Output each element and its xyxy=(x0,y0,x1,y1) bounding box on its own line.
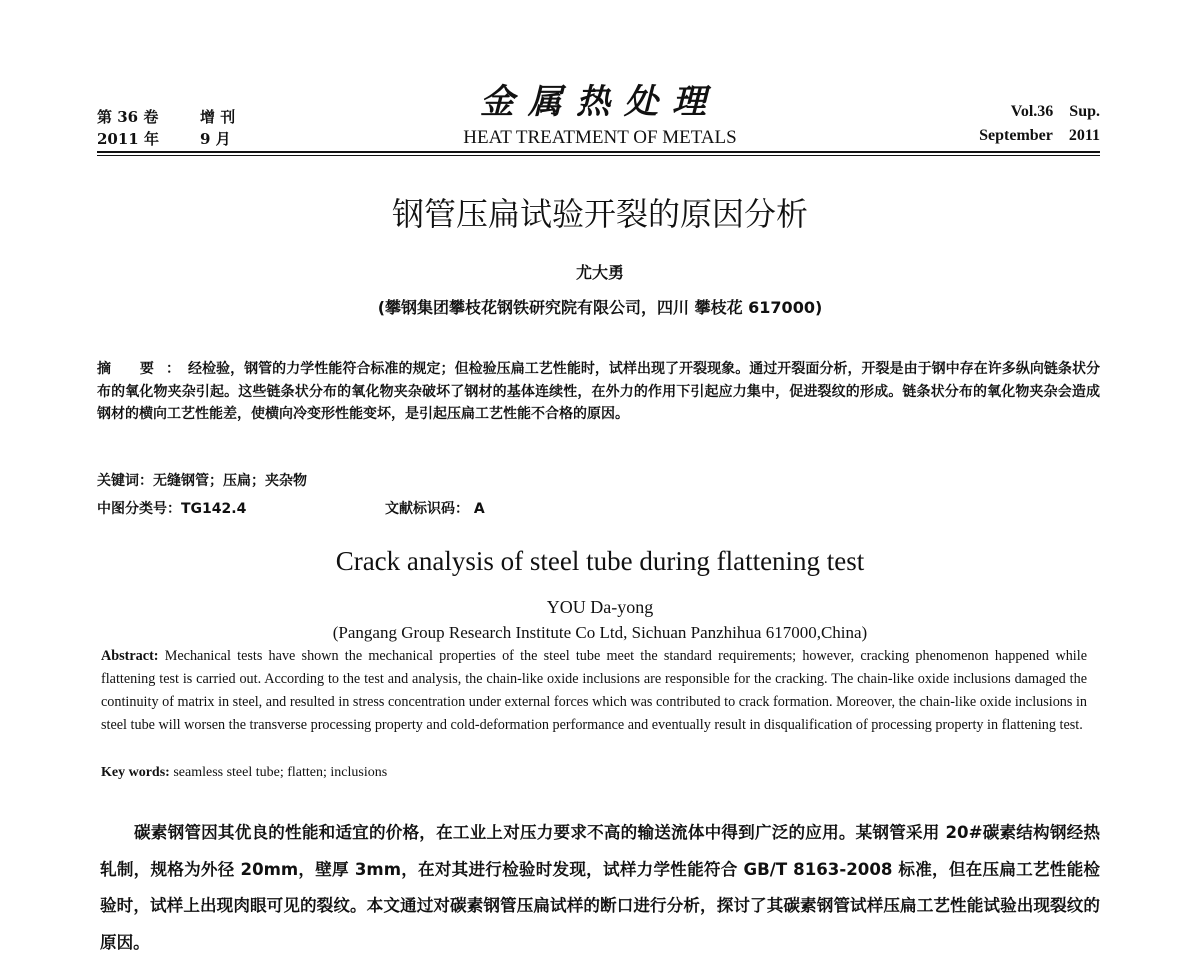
abstract-cn xyxy=(97,358,1100,426)
issue-en: Sup. xyxy=(1069,103,1100,120)
abstract-cn-label: 摘 要： xyxy=(97,361,192,377)
affiliation-cn: (攀钢集团攀枝花钢铁研究院有限公司，四川 攀枝花 617000) xyxy=(377,298,823,317)
month-cn: 9 月 xyxy=(200,130,231,148)
volume-cn: 第 36 卷 xyxy=(97,108,159,126)
clc-label: 中图分类号： xyxy=(97,501,181,517)
volume-en: Vol.36 xyxy=(1010,103,1054,120)
header-rule-thin xyxy=(97,155,1100,156)
doc-code-value: A xyxy=(473,501,485,517)
clc-code: TG142.4 xyxy=(181,501,247,517)
article-title-en: Crack analysis of steel tube during flattening test xyxy=(335,546,865,576)
year-cn: 2011 年 xyxy=(97,130,159,148)
issue-cn: 增 刊 xyxy=(200,108,236,126)
header-rule-thick xyxy=(97,151,1100,153)
journal-name: HEAT TREATMENT OF METALS xyxy=(463,127,737,148)
keywords-cn xyxy=(97,470,307,492)
abstract-en xyxy=(101,645,1087,737)
keywords-cn-text: 无缝钢管；压扁；夹杂物 xyxy=(153,473,307,489)
keywords-en-label: Key words: xyxy=(101,765,170,780)
document-code xyxy=(385,498,485,520)
classification-line xyxy=(97,498,897,520)
abstract-cn-text: 经检验，钢管的力学性能符合标准的规定；但检验压扁工艺性能时，试样出现了开裂现象。通过开裂面分析，开裂是由于钢中存在许多纵向链条状分布的氧化物夹杂引起。这些链条状分布的氧化物夹杂破坏了钢材的基体连续性，在外力的作用下引起应力集中，促进裂纹的形成。链条状分布的氧化物夹杂会造成钢材的横向工艺性能差，使横向冷变形性能变坏，是引起压扁工艺性能不合格的原因。 xyxy=(97,361,1100,422)
keywords-cn-label: 关键词： xyxy=(97,473,153,489)
abstract-en-text: Mechanical tests have shown the mechanical properties of the steel tube meet the standard requirements; however, cracking phenomenon happened while flattening test is carried out. According to the test and analysis, the chain-like oxide inclusions are responsible for the cracking. The chain-like oxide inclusions damaged the continuity of matrix in steel, and resulted in stress concentration under external forces which was contributed to crack formation. Moreover, the chain-like oxide inclusions in steel tube will worsen the transverse processing property and cold-deformation performance and eventually result in disqualification of processing property in flattening test. xyxy=(101,648,1087,733)
body-paragraph: 碳素钢管因其优良的性能和适宜的价格，在工业上对压力要求不高的输送流体中得到广泛的应用。某钢管采用 20#碳素结构钢经热轧制，规格为外径 20mm，壁厚 3mm，在对其进行检验时发现，试样力学性能符合 GB/T 8163-2008 标准，但在压扁工艺性能检验时，试样上出现肉眼可见的裂纹。本文通过对碳素钢管压扁试样的断口进行分析，探讨了其碳素钢管试样压扁工艺性能试验出现裂纹的原因。 xyxy=(100,823,1100,952)
doc-code-label: 文献标识码： xyxy=(385,501,469,517)
header-left-info xyxy=(97,106,235,150)
author-cn: 尤大勇 xyxy=(575,263,624,282)
keywords-en-text: seamless steel tube; flatten; inclusions xyxy=(169,765,388,780)
author-en: YOU Da-yong xyxy=(546,597,654,617)
month-en: September xyxy=(979,127,1053,144)
affiliation-en: (Pangang Group Research Institute Co Ltd, Sichuan Panzhihua 617000,China) xyxy=(332,623,868,642)
journal-masthead xyxy=(420,80,780,150)
article-title-cn: 钢管压扁试验开裂的原因分析 xyxy=(391,195,808,233)
year-en: 2011 xyxy=(1068,127,1100,144)
keywords-en xyxy=(101,762,387,784)
header-right-info xyxy=(979,100,1100,148)
abstract-en-label: Abstract: xyxy=(101,648,159,664)
journal-calligraphy-logo: 金属热处理 xyxy=(480,82,720,122)
